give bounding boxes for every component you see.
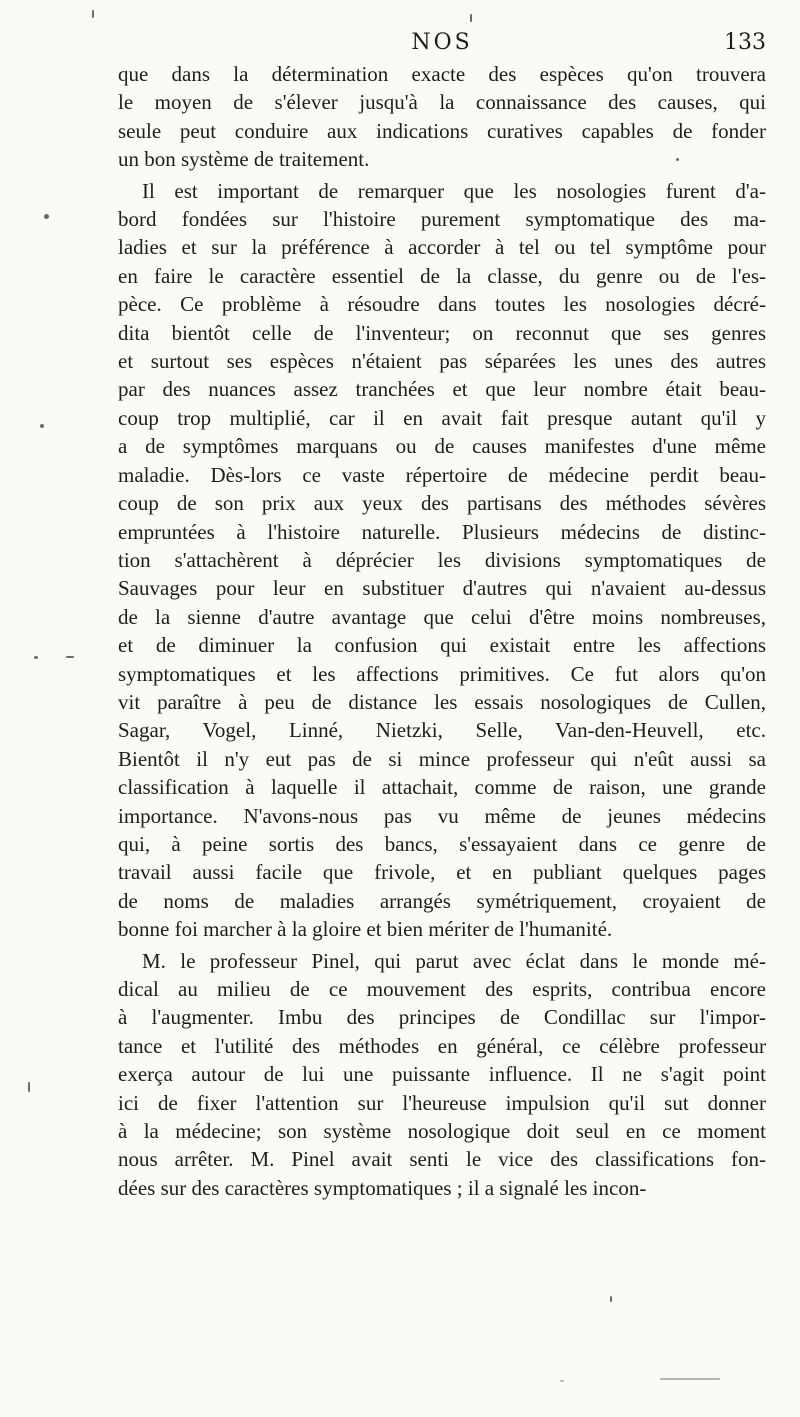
text-line: de noms de maladies arrangés symétriquement, croyaient de (118, 888, 766, 913)
margin-speck (610, 1296, 612, 1302)
text-line: qui, à peine sortis des bancs, s'essayaient dans ce genre de (118, 831, 766, 856)
text-line: bord fondées sur l'histoire purement symptomatique des ma- (118, 207, 766, 232)
page-number: 133 (724, 30, 766, 55)
running-head (118, 26, 766, 62)
text-line: un bon système de traitement. (118, 147, 370, 172)
text-line: travail aussi facile que frivole, et en publiant quelques pages (118, 860, 766, 885)
text-line: seule peut conduire aux indications curatives capables de fonder (118, 118, 766, 143)
margin-speck (92, 10, 94, 18)
text-line: dita bientôt celle de l'inventeur; on reconnut que ses genres (118, 320, 766, 345)
text-line: coup trop multiplié, car il en avait fait presque autant qu'il y (118, 405, 766, 430)
text-line: à la médecine; son système nosologique doit seul en ce moment (118, 1119, 766, 1144)
text-line: en faire le caractère essentiel de la classe, du genre ou de l'es- (118, 263, 766, 288)
paragraph (118, 177, 766, 944)
text-line: nous arrêter. M. Pinel avait senti le vice des classifications fon- (118, 1147, 766, 1172)
text-line: tion s'attachèrent à déprécier les divisions symptomatiques de (118, 547, 766, 572)
margin-speck (676, 158, 679, 161)
text-line: Il est important de remarquer que les nosologies furent d'a- (142, 178, 766, 203)
text-line: ici de fixer l'attention sur l'heureuse impulsion qu'il sut donner (118, 1090, 766, 1115)
body-text (118, 60, 766, 1202)
text-line: exerça autour de lui une puissante influence. Il ne s'agit point (118, 1062, 766, 1087)
running-title: NOS (411, 30, 473, 55)
paragraph (118, 947, 766, 1203)
text-line: Sagar, Vogel, Linné, Nietzki, Selle, Van-den-Heuvell, etc. (118, 718, 766, 743)
text-line: empruntées à l'histoire naturelle. Plusieurs médecins de distinc- (118, 519, 766, 544)
text-line: tance et l'utilité des méthodes en général, ce célèbre professeur (118, 1033, 766, 1058)
margin-speck (44, 214, 49, 219)
margin-speck (660, 1378, 720, 1380)
text-line: a de symptômes marquans ou de causes manifestes d'une même (118, 434, 766, 459)
text-line: et de diminuer la confusion qui existait entre les affections (118, 633, 766, 658)
text-line: maladie. Dès-lors ce vaste répertoire de médecine perdit beau- (118, 462, 766, 487)
text-line: vit paraître à peu de distance les essais nosologiques de Cullen, (118, 689, 766, 714)
text-line: bonne foi marcher à la gloire et bien mériter de l'humanité. (118, 917, 613, 942)
text-line: de la sienne d'autre avantage que celui d'être moins nombreuses, (118, 604, 766, 629)
text-line: M. le professeur Pinel, qui parut avec éclat dans le monde mé- (142, 948, 766, 973)
text-line: le moyen de s'élever jusqu'à la connaissance des causes, qui (118, 90, 766, 115)
text-line: coup de son prix aux yeux des partisans des méthodes sévères (118, 491, 766, 516)
text-line: par des nuances assez tranchées et que leur nombre était beau- (118, 377, 766, 402)
margin-speck (34, 656, 38, 659)
text-line: Sauvages pour leur en substituer d'autres qui n'avaient au-dessus (118, 576, 766, 601)
text-line: dées sur des caractères symptomatiques ; il a signalé les incon- (118, 1175, 647, 1200)
text-line: à l'augmenter. Imbu des principes de Condillac sur l'impor- (118, 1005, 766, 1030)
margin-speck (470, 14, 472, 22)
text-line: Bientôt il n'y eut pas de si mince professeur qui n'eût aussi sa (118, 746, 766, 771)
text-line: que dans la détermination exacte des espèces qu'on trouvera (118, 62, 766, 86)
text-line: ladies et sur la préférence à accorder à tel ou tel symptôme pour (118, 235, 766, 260)
text-line: et surtout ses espèces n'étaient pas séparées les unes des autres (118, 349, 766, 374)
text-line: classification à laquelle il attachait, comme de raison, une grande (118, 775, 766, 800)
text-line: importance. N'avons-nous pas vu même de jeunes médecins (118, 803, 766, 828)
text-line: pèce. Ce problème à résoudre dans toutes les nosologies décré- (118, 292, 766, 317)
margin-speck (66, 656, 74, 658)
margin-speck (28, 1082, 30, 1092)
paragraph (118, 60, 766, 174)
text-line: dical au milieu de ce mouvement des esprits, contribua encore (118, 977, 766, 1001)
margin-speck (40, 424, 44, 428)
margin-speck (560, 1380, 564, 1382)
text-line: symptomatiques et les affections primitives. Ce fut alors qu'on (118, 661, 766, 686)
